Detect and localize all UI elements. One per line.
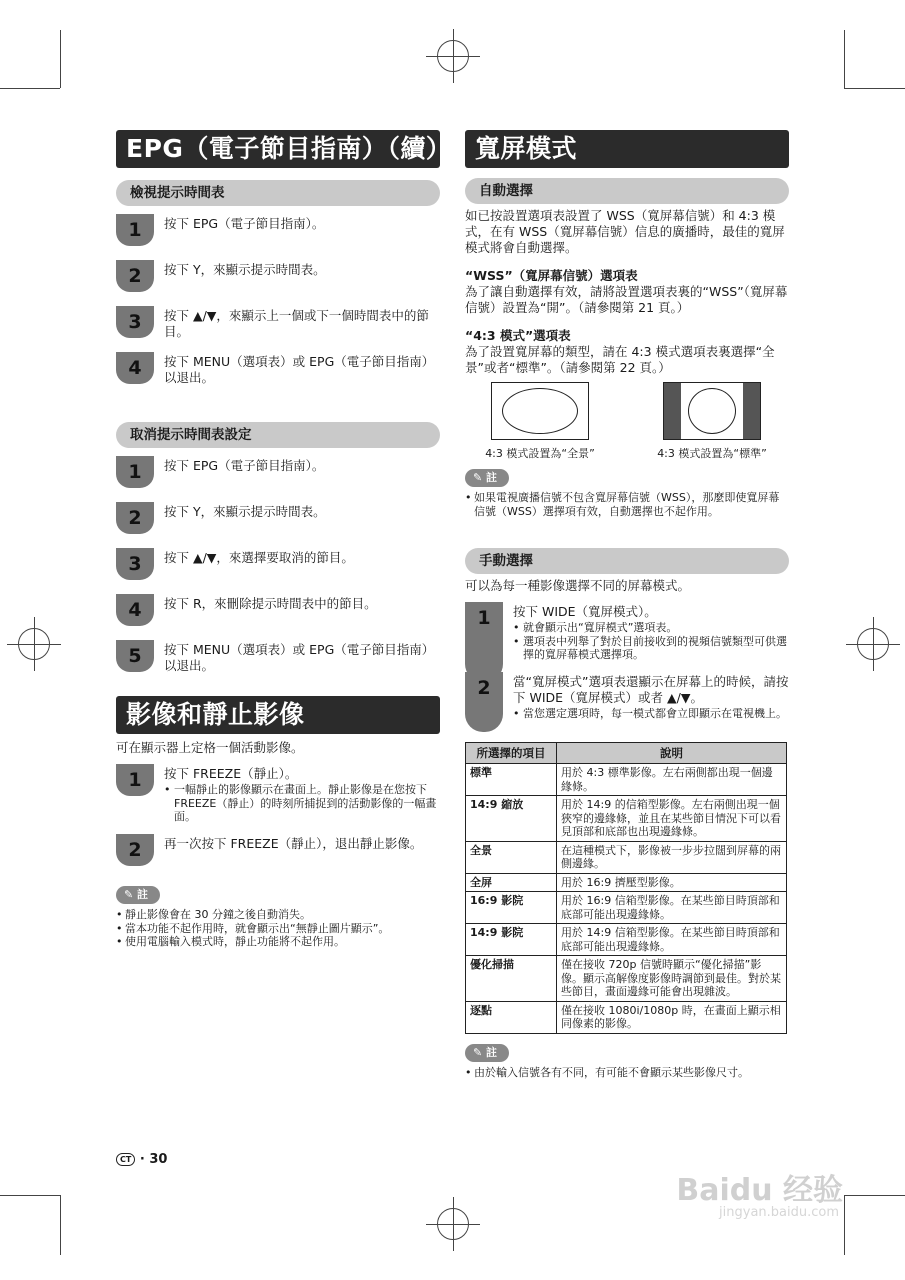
manual-step-1-text: 按下 WIDE（寬屏模式）。 — [513, 604, 657, 619]
step-number: 3 — [116, 548, 154, 580]
freeze-step-1-text: 按下 FREEZE（靜止）。 — [164, 766, 298, 781]
view-reminder-steps — [116, 214, 440, 390]
freeze-note: • 靜止影像會在 30 分鐘之後自動消失。 — [116, 908, 440, 922]
freeze-note: • 當本功能不起作用時，就會顯示出“無靜止圖片顯示”。 — [116, 922, 440, 936]
freeze-note: • 使用電腦輸入模式時，靜止功能將不起作用。 — [116, 935, 440, 949]
view_reminder-step-1 — [116, 214, 440, 252]
mode-name: 全屏 — [466, 873, 557, 892]
cancel_reminder-step-2-text: 按下 Y，來顯示提示時間表。 — [164, 504, 326, 519]
step-number: 2 — [465, 672, 503, 732]
step-number: 1 — [116, 764, 154, 796]
page-number: CT · 30 — [116, 1152, 167, 1167]
mode-name: 14:9 縮放 — [466, 796, 557, 842]
table-row — [466, 764, 787, 796]
step-number: 3 — [116, 306, 154, 338]
manual-step-2-text: 當“寬屏模式”選項表還顯示在屏幕上的時候，請按下 WIDE（寬屏模式）或者 ▲/▼。 — [513, 674, 789, 705]
manual-step-1-bullet: • 就會顯示出“寬屏模式”選項表。 — [513, 621, 789, 635]
registration-mark-bottom — [437, 1208, 469, 1240]
cancel_reminder-step-4-text: 按下 R，來刪除提示時間表中的節目。 — [164, 596, 377, 611]
view_reminder-step-3-text: 按下 ▲/▼，來顯示上一個或下一個時間表中的節目。 — [164, 308, 429, 339]
auto-select-heading: 自動選擇 — [465, 178, 789, 204]
wide-mode-title: 寬屏模式 — [465, 130, 789, 168]
mode43-heading: “4:3 模式”選項表 — [465, 328, 571, 343]
manual-step-2 — [465, 672, 789, 732]
mode-description: 用於 16:9 信箱型影像。在某些節目時頂部和底部可能出現邊緣條。 — [557, 892, 787, 924]
watermark-url: jingyan.baidu.com — [719, 1205, 839, 1220]
freeze-notes — [116, 908, 440, 949]
step-number: 1 — [465, 602, 503, 682]
step-number: 1 — [116, 214, 154, 246]
registration-mark-right — [857, 628, 889, 660]
aspect-illustrations — [465, 382, 787, 461]
mode-description: 用於 14:9 的信箱型影像。左右兩側出現一個狹窄的邊緣條，並且在某些節目情況下可以看見頂部和底部也出現邊緣條。 — [557, 796, 787, 842]
mode-name: 14:9 影院 — [466, 924, 557, 956]
watermark-logo: Baidu 经验 — [676, 1173, 843, 1208]
manual-intro: 可以為每一種影像選擇不同的屏幕模式。 — [465, 578, 691, 593]
cancel_reminder-step-3 — [116, 548, 440, 586]
registration-mark-top — [437, 40, 469, 72]
manual-step-1 — [465, 602, 789, 662]
note-label: 註 — [486, 1045, 498, 1059]
manual-select-heading: 手動選擇 — [465, 548, 789, 574]
step-number: 2 — [116, 834, 154, 866]
view_reminder-step-3 — [116, 306, 440, 344]
wide-mode-table — [465, 742, 787, 1034]
mode-description: 僅在接收 1080i/1080p 時，在畫面上顯示相同像素的影像。 — [557, 1001, 787, 1033]
registration-mark-left — [18, 628, 50, 660]
cancel-reminder-steps — [116, 456, 440, 678]
table-row — [466, 796, 787, 842]
mode-name: 標準 — [466, 764, 557, 796]
cancel_reminder-step-2 — [116, 502, 440, 540]
mode-description: 在這種模式下，影像被一步步拉闊到屏幕的兩側邊緣。 — [557, 841, 787, 873]
freeze-note-tag: ✎ 註 — [116, 886, 160, 904]
wss-heading: “WSS”（寬屏幕信號）選項表 — [465, 268, 638, 283]
view_reminder-step-2 — [116, 260, 440, 298]
cancel_reminder-step-3-text: 按下 ▲/▼，來選擇要取消的節目。 — [164, 550, 354, 565]
step-number: 2 — [116, 502, 154, 534]
mode-description: 用於 14:9 信箱型影像。在某些節目時頂部和底部可能出現邊緣條。 — [557, 924, 787, 956]
freeze-intro: 可在顯示器上定格一個活動影像。 — [116, 740, 304, 755]
epg-title: EPG（電子節目指南）（續） — [116, 130, 440, 168]
right-column — [465, 130, 789, 1079]
view-reminder-heading: 檢視提示時間表 — [116, 180, 440, 206]
table-row — [466, 841, 787, 873]
auto-select-text: 如已按設置選項表設置了 WSS（寬屏幕信號）和 4:3 模式，在有 WSS（寬屏幕信號）信息的廣播時，最佳的寬屏模式將會自動選擇。 — [465, 208, 785, 255]
step-number: 5 — [116, 640, 154, 672]
cancel_reminder-step-1 — [116, 456, 440, 494]
auto-note-tag: ✎ 註 — [465, 469, 509, 487]
tv-standard-screen-icon — [663, 382, 761, 440]
auto-note: • 如果電視廣播信號不包含寬屏幕信號（WSS），那麼即使寬屏幕信號（WSS）選擇項有效，自動選擇也不起作用。 — [465, 491, 789, 518]
note-label: 註 — [486, 471, 498, 484]
manual-note-tag: ✎ 註 — [465, 1044, 509, 1062]
table-row — [466, 956, 787, 1002]
wss-text: 為了讓自動選擇有效，請將設置選項表裏的“WSS”（寬屏幕信號）設置為“開”。（請參閱第 21 頁。） — [465, 284, 788, 315]
view_reminder-step-4 — [116, 352, 440, 390]
mode-name: 逐點 — [466, 1001, 557, 1033]
freeze-step-1 — [116, 764, 440, 826]
step-number: 1 — [116, 456, 154, 488]
step-number: 4 — [116, 352, 154, 384]
mode-name: 16:9 影院 — [466, 892, 557, 924]
note-label: 註 — [137, 888, 149, 901]
mode-description: 僅在接收 720p 信號時顯示“優化掃描”影像。顯示高解像度影像時調節到最佳。對於某些節目，畫面邊緣可能會出現雜波。 — [557, 956, 787, 1002]
table-header-desc: 說明 — [557, 743, 787, 764]
freeze-step-2 — [116, 834, 440, 872]
step-number: 4 — [116, 594, 154, 626]
freeze-title: 影像和靜止影像 — [116, 696, 440, 734]
tv-panorama-screen-icon — [491, 382, 589, 440]
table-header-item: 所選擇的項目 — [466, 743, 557, 764]
view_reminder-step-2-text: 按下 Y，來顯示提示時間表。 — [164, 262, 326, 277]
mode-description: 用於 16:9 擠壓型影像。 — [557, 873, 787, 892]
manual-note: • 由於輸入信號各有不同，有可能不會顯示某些影像尺寸。 — [465, 1066, 789, 1080]
view_reminder-step-1-text: 按下 EPG（電子節目指南）。 — [164, 216, 325, 231]
tv-panorama — [465, 382, 615, 461]
tv-standard — [637, 382, 787, 461]
cancel_reminder-step-1-text: 按下 EPG（電子節目指南）。 — [164, 458, 325, 473]
table-row — [466, 892, 787, 924]
tv-panorama-caption: 4:3 模式設置為“全景” — [485, 447, 595, 460]
mode43-text: 為了設置寬屏幕的類型，請在 4:3 模式選項表裏選擇“全景”或者“標準”。（請參閱第 22 頁。） — [465, 344, 775, 375]
left-column — [116, 130, 452, 949]
cancel-reminder-heading: 取消提示時間表設定 — [116, 422, 440, 448]
table-row — [466, 1001, 787, 1033]
freeze-step-2-text: 再一次按下 FREEZE（靜止），退出靜止影像。 — [164, 836, 423, 851]
step-number: 2 — [116, 260, 154, 292]
cancel_reminder-step-5 — [116, 640, 440, 678]
cancel_reminder-step-4 — [116, 594, 440, 632]
mode-name: 全景 — [466, 841, 557, 873]
cancel_reminder-step-5-text: 按下 MENU（選項表）或 EPG（電子節目指南）以退出。 — [164, 642, 435, 673]
manual-step-2-bullet: • 當您選定選項時，每一模式都會立即顯示在電視機上。 — [513, 707, 789, 721]
mode-description: 用於 4:3 標準影像。左右兩側都出現一個邊緣條。 — [557, 764, 787, 796]
manual-step-1-bullet: • 選項表中列舉了對於目前接收到的視頻信號類型可供選擇的寬屏幕模式選擇項。 — [513, 635, 789, 662]
ct-badge: CT — [116, 1153, 135, 1166]
freeze-step-1-bullet: • 一幅靜止的影像顯示在畫面上。靜止影像是在您按下 FREEZE（靜止）的時刻所捕捉到的活動影像的一幅畫面。 — [164, 783, 440, 824]
tv-standard-caption: 4:3 模式設置為“標準” — [657, 447, 767, 460]
page-number-value: 30 — [149, 1152, 168, 1167]
view_reminder-step-4-text: 按下 MENU（選項表）或 EPG（電子節目指南）以退出。 — [164, 354, 435, 385]
table-row — [466, 924, 787, 956]
table-row — [466, 873, 787, 892]
mode-name: 優化掃描 — [466, 956, 557, 1002]
